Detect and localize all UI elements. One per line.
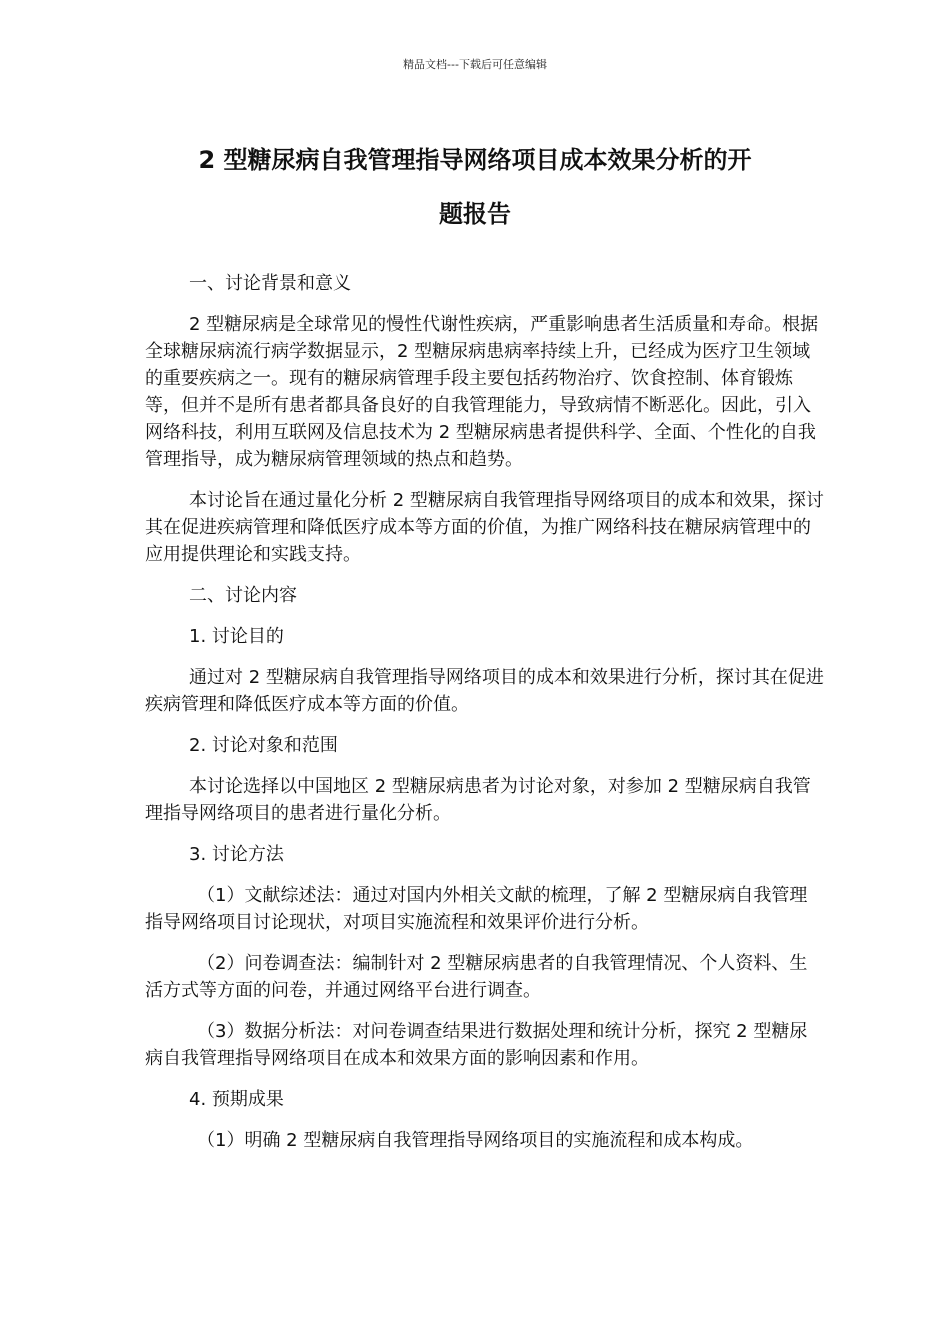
section-heading-content: 二、讨论内容: [189, 585, 297, 606]
subheading-methods: 3. 讨论方法: [189, 844, 284, 865]
method-literature-review: （1）文献综述法：通过对国内外相关文献的梳理，了解 2 型糖尿病自我管理指导网络项目讨论现状，对项目实施流程和效果评价进行分析。: [145, 885, 808, 933]
background-paragraph-1: 2 型糖尿病是全球常见的慢性代谢性疾病，严重影响患者生活质量和寿命。根据全球糖尿病流行病学数据显示，2 型糖尿病患病率持续上升，已经成为医疗卫生领域的重要疾病之一。现有的糖尿病管理手段主要包括药物治疗、饮食控制、体育锻炼等，但并不是所有患者都具备良好的自我管理能力，导致病情不断恶化。因此，引入网络科技，利用互联网及信息技术为 2 型糖尿病患者提供科学、全面、个性化的自我管理指导，成为糖尿病管理领域的热点和趋势。: [145, 314, 819, 470]
page-header: 精品文档---下载后可任意编辑: [403, 58, 547, 71]
subheading-expected-outcomes: 4. 预期成果: [189, 1089, 284, 1110]
subheading-objective: 1. 讨论目的: [189, 626, 284, 647]
outcome-item: （1）明确 2 型糖尿病自我管理指导网络项目的实施流程和成本构成。: [197, 1130, 754, 1151]
document-title: [0, 133, 950, 241]
document-body: [145, 270, 825, 1168]
title-line-1: 2 型糖尿病自我管理指导网络项目成本效果分析的开: [198, 146, 752, 174]
method-questionnaire: （2）问卷调查法：编制针对 2 型糖尿病患者的自我管理情况、个人资料、生活方式等方面的问卷，并通过网络平台进行调查。: [145, 953, 808, 1001]
title-line-2: 题报告: [439, 200, 511, 228]
section-heading-background: 一、讨论背景和意义: [189, 273, 351, 294]
subheading-scope: 2. 讨论对象和范围: [189, 735, 338, 756]
method-data-analysis: （3）数据分析法：对问卷调查结果进行数据处理和统计分析，探究 2 型糖尿病自我管理指导网络项目在成本和效果方面的影响因素和作用。: [145, 1021, 808, 1069]
background-paragraph-2: 本讨论旨在通过量化分析 2 型糖尿病自我管理指导网络项目的成本和效果，探讨其在促进疾病管理和降低医疗成本等方面的价值，为推广网络科技在糖尿病管理中的应用提供理论和实践支持。: [145, 490, 824, 565]
objective-paragraph: 通过对 2 型糖尿病自我管理指导网络项目的成本和效果进行分析，探讨其在促进疾病管理和降低医疗成本等方面的价值。: [145, 667, 824, 715]
scope-paragraph: 本讨论选择以中国地区 2 型糖尿病患者为讨论对象，对参加 2 型糖尿病自我管理指导网络项目的患者进行量化分析。: [145, 776, 811, 824]
